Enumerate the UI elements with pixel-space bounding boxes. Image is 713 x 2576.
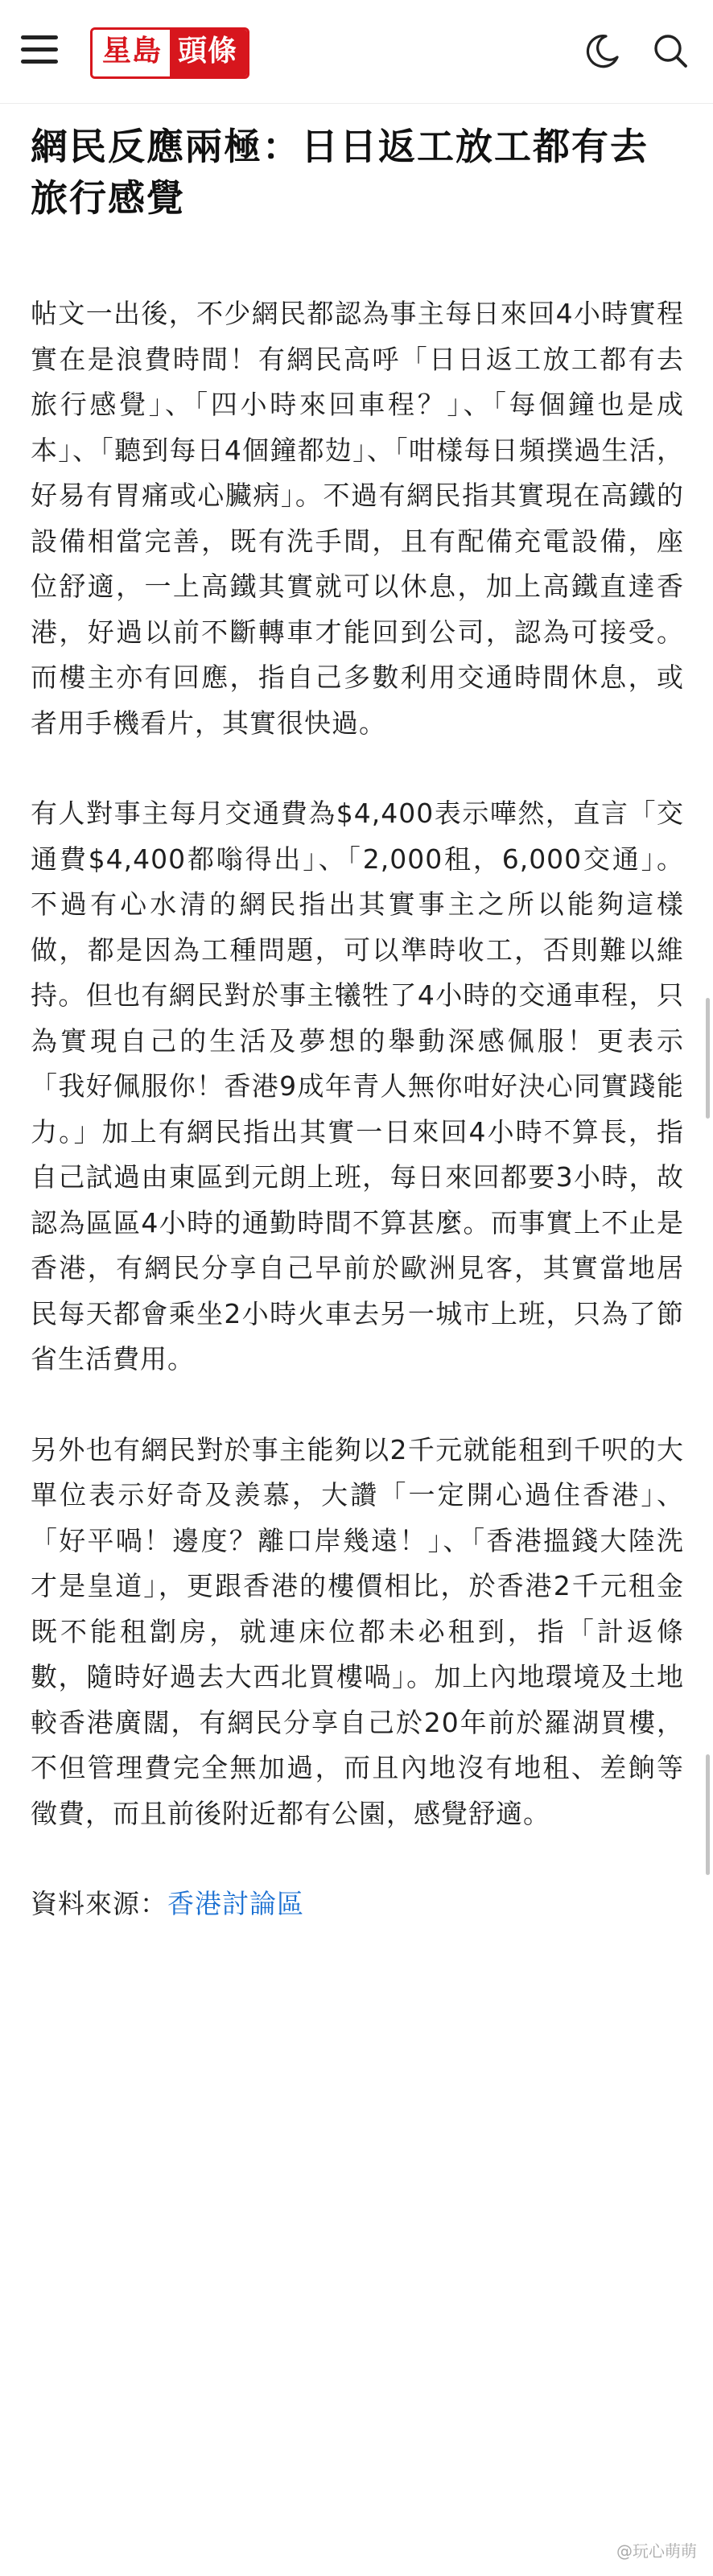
article-paragraph: 另外也有網民對於事主能夠以2千元就能租到千呎的大單位表示好奇及羨慕，大讚「一定開心過住香港」、「好平喎！邊度？離口岸幾遠！」、「香港搵錢大陸洗才是皇道」，更跟香港的樓價相比，於香港2千元租金既不能租劏房，就連床位都未必租到，指「計返條數，隨時好過去大西北買樓喎」。加上內地環境及土地較香港廣闊，有網民分享自己於20年前於羅湖買樓，不但管理費完全無加過，而且內地沒有地租、差餉等徵費，而且前後附近都有公園，感覺舒適。 xyxy=(31,1433,684,1829)
source-link[interactable]: 香港討論區 xyxy=(167,1888,304,1919)
menu-line xyxy=(21,35,58,39)
search-icon[interactable] xyxy=(652,32,689,69)
logo-text-part1: 星島 xyxy=(93,30,170,76)
scrollbar-thumb[interactable] xyxy=(706,998,710,1119)
menu-line xyxy=(21,60,58,64)
site-logo[interactable] xyxy=(90,27,249,79)
article-paragraph: 有人對事主每月交通費為$4,400表示嘩然，直言「交通費$4,400都嗡得出」、「2,000租，6,000交通」。不過有心水清的網民指出其實事主之所以能夠這樣做，都是因為工種問題，可以準時收工，否則難以維持。但也有網民對於事主犧牲了4小時的交通車程，只為實現自己的生活及夢想的舉動深感佩服！更表示「我好佩服你！香港9成年青人無你咁好決心同實踐能力。」加上有網民指出其實一日來回4小時不算長，指自己試過由東區到元朗上班，每日來回都要3小時，故認為區區4小時的通勤時間不算甚麼。而事實上不止是香港，有網民分享自己早前於歐洲見客，其實當地居民每天都會乘坐2小時火車去另一城市上班，只為了節省生活費用。 xyxy=(31,798,684,1375)
article-paragraph: 帖文一出後，不少網民都認為事主每日來回4小時實程實在是浪費時間！有網民高呼「日日返工放工都有去旅行感覺」、「四小時來回車程？」、「每個鐘也是成本」、「聽到每日4個鐘都攰」、「咁樣每日頻撲過生活，好易有胃痛或心臟病」。不過有網民指其實現在高鐵的設備相當完善，既有洗手間，且有配備充電設備，座位舒適，一上高鐵其實就可以休息，加上高鐵直達香港，好過以前不斷轉車才能回到公司，認為可接受。而樓主亦有回應，指自己多數利用交通時間休息，或者用手機看片，其實很快過。 xyxy=(31,298,684,739)
scrollbar-thumb[interactable] xyxy=(706,1754,710,1875)
article-body xyxy=(31,121,684,1927)
source-label: 資料來源： xyxy=(31,1888,167,1919)
hamburger-menu-icon[interactable] xyxy=(21,34,58,66)
watermark-text: @玩心萌萌 xyxy=(616,2541,697,2561)
dark-mode-moon-icon[interactable] xyxy=(584,32,621,69)
top-navigation-bar xyxy=(0,0,713,104)
article-headline: 網民反應兩極：日日返工放工都有去旅行感覺 xyxy=(31,125,649,220)
menu-line xyxy=(21,47,58,52)
logo-text-part2: 頭條 xyxy=(170,30,247,76)
article-source xyxy=(31,1882,684,1927)
